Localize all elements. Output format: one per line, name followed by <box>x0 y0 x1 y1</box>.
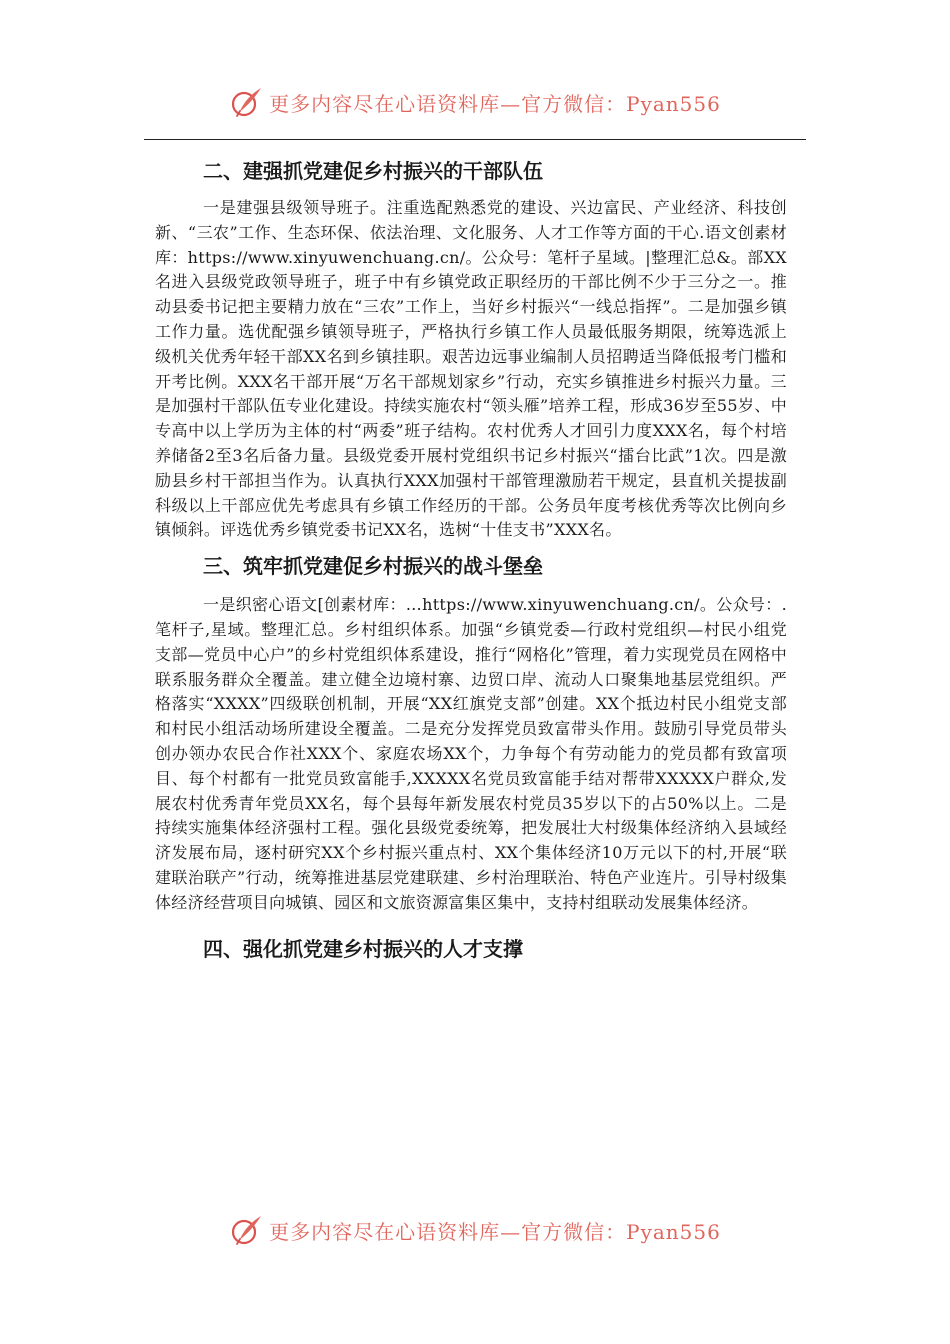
section-paragraph: 一是织密心语文[创素材库：…https://www.xinyuwenchuang.cn/。公众号：.笔杆子,星域。整理汇总。乡村组织体系。加强“乡镇党委—行政村党组织—村民小组党支部—党员中心户”的乡村党组织体系建设，推行“网格化”管理，着力实现党员在网格中联系服务群众全覆盖。建立健全边境村寨、边贸口岸、流动人口聚集地基层党组织。严格落实“XXXX”四级联创机制，开展“XX红旗党支部”创建。XX个抵边村民小组党支部和村民小组活动场所建设全覆盖。二是充分发挥党员致富带头作用。鼓励引导党员带头创办领办农民合作社XXX个、家庭农场XX个，力争每个有劳动能力的党员都有致富项目、每个村都有一批党员致富能手,XXXXX名党员致富能手结对帮带XXXXX户群众,发展农村优秀青年党员XX名，每个县每年新发展农村党员35岁以下的占50%以上。二是持续实施集体经济强村工程。强化县级党委统筹，把发展壮大村级集体经济纳入县域经济发展布局，逐村研究XX个乡村振兴重点村、XX个集体经济10万元以下的村,开展“联建联治联产”行动，统筹推进基层党建联建、乡村治理联治、特色产业连片。引导村级集体经济经营项目向城镇、园区和文旅资源富集区集中，支持村组联动发展集体经济。 <box>155 595 787 912</box>
footer-banner <box>0 1208 950 1252</box>
header-banner <box>0 80 950 124</box>
quill-pen-logo-icon <box>229 85 263 119</box>
section-heading: 四、强化抓党建乡村振兴的人才支撑 <box>203 936 523 961</box>
section-heading: 二、建强抓党建促乡村振兴的干部队伍 <box>203 159 543 183</box>
document-body <box>155 150 787 970</box>
header-divider <box>144 139 806 140</box>
quill-pen-logo-icon <box>229 1213 263 1247</box>
section-paragraph: 一是建强县级领导班子。注重选配熟悉党的建设、兴边富民、产业经济、科技创新、“三农”工作、生态环保、依法治理、文化服务、人才工作等方面的干心.语文创素材库：https://www.xinyuwenchuang.cn/。公众号：笔杆子星域。|整理汇总&。部XX名进入县级党政领导班子，班子中有乡镇党政正职经历的干部比例不少于三分之一。推动县委书记把主要精力放在“三农”工作上，当好乡村振兴“一线总指挥”。二是加强乡镇工作力量。选优配强乡镇领导班子，严格执行乡镇工作人员最低服务期限，统筹选派上级机关优秀年轻干部XX名到乡镇挂职。艰苦边远事业编制人员招聘适当降低报考门槛和开考比例。XXX名干部开展“万名干部规划家乡”行动，充实乡镇推进乡村振兴力量。三是加强村干部队伍专业化建设。持续实施农村“领头雁”培养工程，形成36岁至55岁、中专高中以上学历为主体的村“两委”班子结构。农村优秀人才回引力度XXX名，每个村培养储备2至3名后备力量。县级党委开展村党组织书记乡村振兴“擂台比武”1次。四是激励县乡村干部担当作为。认真执行XXX加强村干部管理激励若干规定，县直机关提拔副科级以上干部应优先考虑具有乡镇工作经历的干部。公务员年度考核优秀等次比例向乡镇倾斜。评选优秀乡镇党委书记XX名，选树“十佳支书”XXX名。 <box>155 198 787 540</box>
banner-text: 更多内容尽在心语资料库—官方微信：Pyan556 <box>269 91 721 116</box>
banner-text: 更多内容尽在心语资料库—官方微信：Pyan556 <box>269 1219 721 1244</box>
section-heading: 三、筑牢抓党建促乡村振兴的战斗堡垒 <box>203 554 543 579</box>
